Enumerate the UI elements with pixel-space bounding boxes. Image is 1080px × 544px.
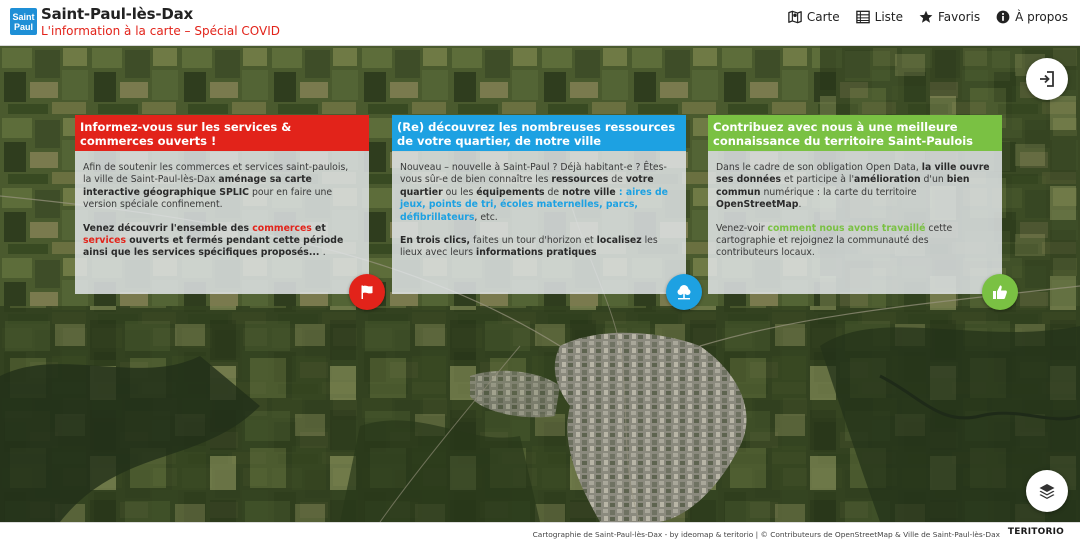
nav-favoris[interactable] [919,10,980,24]
login-button[interactable] [1026,58,1068,100]
aires-de-jeux-link[interactable]: aires de jeux [400,186,668,211]
nav-liste[interactable] [856,10,903,24]
map-attribution[interactable]: Cartographie de Saint-Paul-lès-Dax - by ideomap & teritorio | © Contributeurs de OpenStreetMap & Ville de Saint-Paul-lès-Dax [532,530,1000,539]
tree-icon [675,283,693,301]
card-contribuez-button[interactable] [982,274,1018,310]
footer [0,522,1080,544]
nav-liste-label: Liste [874,10,903,24]
commerces-link[interactable]: commerces [252,222,312,234]
services-link[interactable]: services [83,235,127,247]
thumbs-up-icon [992,284,1008,300]
list-icon [856,10,870,24]
card-ressources-body [392,151,686,260]
card-services-title: Informez-vous sur les services & commerces ouverts ! [75,115,369,151]
parcs-link[interactable]: parcs [605,199,635,211]
card-contribuez-body [708,151,1002,260]
page-subtitle: L'information à la carte – Spécial COVID [41,24,280,38]
card-contribuez [708,115,1002,294]
nav-a-propos[interactable] [996,10,1068,24]
star-icon [919,10,933,24]
satellite-map[interactable] [0,46,1080,522]
card-contribuez-p1: Dans le cadre de son obligation Open Data, la ville ouvre ses données et participe à l'amélioration d'un bien commun numérique : la carte du territoire OpenStreetMap. [716,162,990,211]
points-de-tri-link[interactable]: points de tri [428,199,494,211]
flag-icon [359,284,375,300]
card-ressources-button[interactable] [666,274,702,310]
info-icon [996,10,1010,24]
brand [41,6,280,39]
map-icon [788,10,802,24]
ecoles-link[interactable]: écoles maternelles [500,199,600,211]
card-ressources-title: (Re) découvrez les nombreuses ressources de votre quartier, de notre ville [392,115,686,151]
card-ressources [392,115,686,294]
card-ressources-p2: En trois clics, faites un tour d'horizon et localisez les lieux avec leurs informations pratiques [400,235,658,259]
svg-text:Paul: Paul [13,22,34,32]
teritorio-logo[interactable]: TERITORIO [1007,527,1064,537]
card-services-button[interactable] [349,274,385,310]
card-services-p2: Venez découvrir l'ensemble des commerces et services ouverts et fermés pendant cette période ainsi que les services spécifiques proposés... . [83,222,344,259]
saint-paul-logo[interactable] [10,8,37,35]
card-services-body [75,151,369,260]
page-title[interactable]: Saint-Paul-lès-Dax [41,5,194,23]
nav-favoris-label: Favoris [938,10,981,24]
nav-a-propos-label: À propos [1015,10,1068,24]
defibrillateurs-link[interactable]: défibrillateurs [400,211,475,223]
svg-text:Saint: Saint [12,12,35,22]
sign-in-icon [1038,70,1056,88]
header [0,0,1080,46]
layers-icon [1038,482,1056,500]
nav-carte-label: Carte [806,10,840,24]
main-nav [772,10,1068,24]
card-contribuez-p2: Venez-voir comment nous avons travaillé cette cartographie et rejoignez la communauté des contributeurs locaux. [716,222,953,259]
card-ressources-p1: Nouveau – nouvelle à Saint-Paul ? Déjà habitant-e ? Êtes-vous sûr-e de bien connaître les ressources de votre quartier ou les équipements de notre ville : aires de jeux, points de tri, écoles maternelles, parcs, défibrillateurs, etc. [400,162,668,223]
nav-carte[interactable] [788,10,840,24]
card-services-p1: Afin de soutenir les commerces et services saint-paulois, la ville de Saint-Paul-lès-Dax aménage sa carte interactive géographique SPLIC pour en faire une version spéciale confinement. [83,162,349,211]
comment-nous-avons-travaille-link[interactable]: comment nous avons travaillé [767,222,926,234]
card-services-commerces [75,115,369,294]
card-contribuez-title: Contribuez avec nous à une meilleure connaissance du territoire Saint-Paulois [708,115,1002,151]
layers-button[interactable] [1026,470,1068,512]
